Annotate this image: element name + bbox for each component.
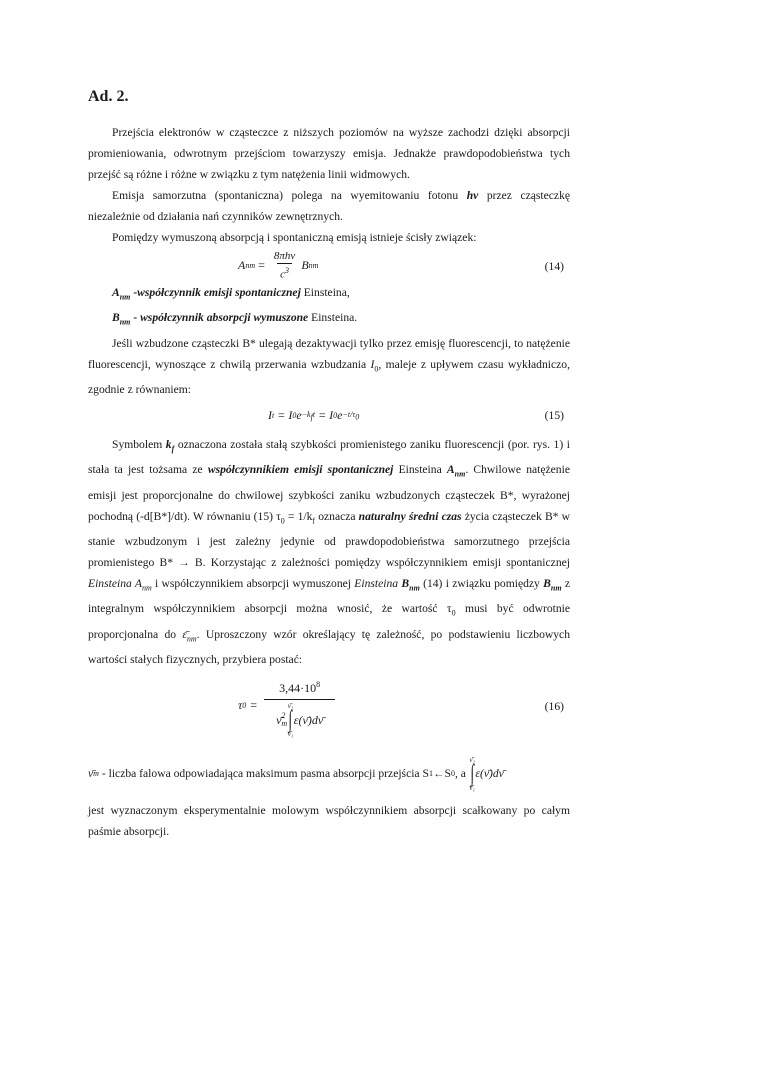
paragraph-2: Emisja samorzutna (spontaniczna) polega na wyemitowaniu fotonu hν przez cząsteczkę niezależnie od działania nań czynników zewnętrznych. xyxy=(88,189,571,223)
equation-14-fraction: $\frac{\text{8πhν}}{c^3}$ xyxy=(273,250,296,281)
equation-14-formula: A nm = $\frac{\text{8πhν}}{c^3}$ B nm xyxy=(238,250,319,281)
integral-sign: ν̄₂ ∫ ν̄₁ xyxy=(287,701,294,738)
equation-16-fraction: $3,44\cdot 10^8$ ν̄ 2 m ν̄₂ ∫ ν̄₁ ε(ν̄)dν̄ xyxy=(264,674,335,738)
equation-15 xyxy=(88,400,570,434)
photon-symbol: hν xyxy=(466,189,479,202)
paragraph-4: Jeśli wzbudzone cząsteczki B* ulegają dezaktywacji tylko przez emisję fluorescencji, to natężenie fluorescencji, wynoszące z chwilą przerwania wzbudzania $I_0$, maleje z upływem czasu wykładniczo, zgodnie z równaniem: xyxy=(88,336,570,396)
paragraph-7: jest wyznaczonym eksperymentalnie molowym współczynnikiem absorpcji scałkowany po całym paśmie absorpcji. xyxy=(88,803,570,838)
equation-14-label: (14) xyxy=(544,260,564,273)
paragraph-1: Przejścia elektronów w cząsteczce z niższych poziomów na wyższe zachodzi dzięki absorpcji promieniowania, odwrotnym przejściom towarzyszy emisja. Jednakże prawdopodobieństwa tych przejść są różne i różne w związku z tym natężenia linii widmowych. xyxy=(88,126,570,181)
equation-16 xyxy=(88,670,570,756)
section-heading: Ad. 2. xyxy=(88,88,129,105)
paragraph-3: Pomiędzy wymuszoną absorpcją i spontaniczną emisją istnieje ścisły związek: xyxy=(112,231,477,244)
equation-15-formula: I t = I 0 e $-k_ft$ = I 0 e $-t/\tau_0$ xyxy=(268,407,360,422)
paragraph-6: ν̄ m - liczba falowa odpowiadająca maksimum pasma absorpcji przejścia S 1 ←S 0 , a ν̄₂ ∫ ν̄₁ ε(ν̄)dν̄ xyxy=(88,755,504,792)
definition-b-nm: $B_{nm}$ - współczynnik absorpcji wymuszone Einsteina. xyxy=(112,311,358,327)
equation-16-label: (16) xyxy=(544,699,564,713)
equation-16-formula: τ 0 = $3,44\cdot 10^8$ ν̄ 2 m ν̄₂ ∫ ν̄₁ ε(ν̄)dν̄ xyxy=(238,674,338,738)
document-content xyxy=(88,88,570,842)
definition-a-nm: $A_{nm}$ -współczynnik emisji spontanicznej Einsteina, xyxy=(112,286,350,302)
paragraph-5: Symbolem $k_f$ oznaczona została stałą szybkości promienistego zaniku fluorescencji (por. rys. 1) i stała ta jest tożsama ze współczynnikiem emisji spontanicznej Einsteina $A_{nm}$. Chwilowe natężenie emisji jest proporcjonalne do chwilowej szybkości zaniku wzbudzonych cząsteczek B*, wyrażonej pochodną (-d[B*]/dt). W równaniu (15) $\tau_0 = 1/k_f$ oznacza naturalny średni czas życia cząsteczek B* w stanie wzbudzonym i jest zależny jedynie od prawdopodobieństwa samorzutnego przejścia promienistego B* → B. Korzystając z zależności pomiędzy współczynnikiem emisji spontanicznej Einsteina $A_{nm}$ i współczynnikiem absorpcji wymuszonej Einsteina $B_{nm}$ (14) i związku pomiędzy $B_{nm}$ z integralnym współczynnikiem absorpcji można wnosić, że wartość $\tau_0$ musi być odwrotnie proporcjonalna do $\varepsilon̄_{nm}$. Uproszczony wzór określający tę zależność, po podstawieniu liczbowych wartości stałych fizycznych, przybiera postać: xyxy=(88,437,571,666)
integral-sign-inline: ν̄₂ ∫ ν̄₁ xyxy=(469,755,475,792)
equation-14 xyxy=(88,248,570,282)
equation-15-label: (15) xyxy=(544,408,564,422)
